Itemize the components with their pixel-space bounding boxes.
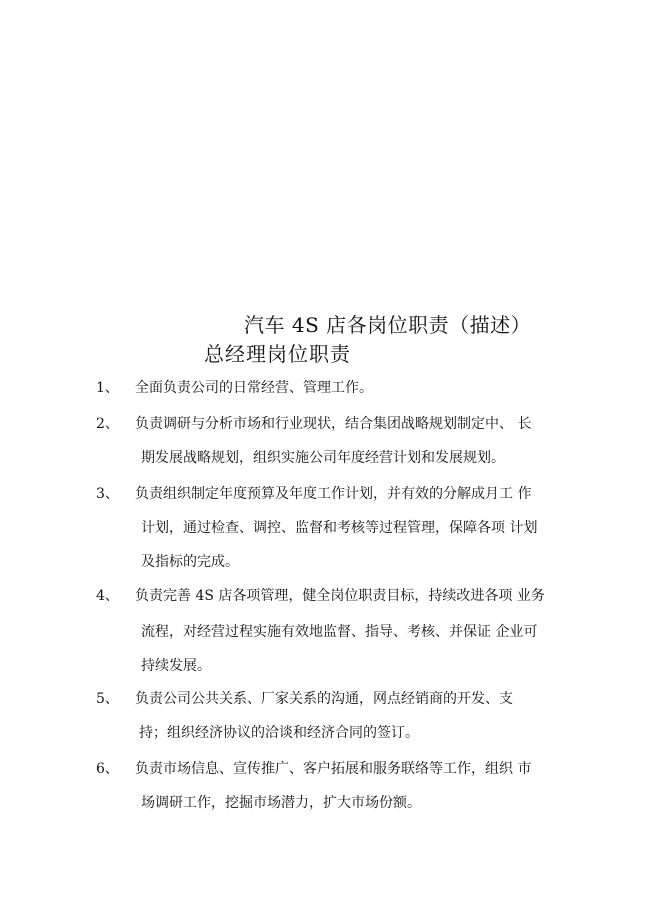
item-text-line: 负责组织制定年度预算及年度工作计划，并有效的分解成月工 作 xyxy=(135,486,532,502)
item-text-line: 负责调研与分析市场和行业现状，结合集团战略规划制定中、 长 xyxy=(135,416,532,432)
item-text-line: 持续发展。 xyxy=(141,658,211,674)
item-text-line: 负责市场信息、宣传推广、客户拓展和服务联络等工作，组织 市 xyxy=(135,761,532,777)
item-text-line: 期发展战略规划，组织实施公司年度经营计划和发展规划。 xyxy=(141,450,505,466)
item-number: 3、 xyxy=(96,486,119,502)
item-number: 1、 xyxy=(96,380,119,396)
item-number: 5、 xyxy=(96,691,119,707)
item-text-line: 及指标的完成。 xyxy=(141,554,239,570)
item-text-line: 计划，通过检查、调控、监督和考核等过程管理，保障各项 计划 xyxy=(141,520,538,536)
item-number: 2、 xyxy=(96,416,119,432)
item-text-line: 持；组织经济协议的洽谈和经济合同的签订。 xyxy=(139,725,419,741)
item-number: 4、 xyxy=(96,588,119,604)
item-text-line: 流程，对经营过程实施有效地监督、指导、考核、并保证 企业可 xyxy=(141,624,538,640)
item-text-line: 全面负责公司的日常经营、管理工作。 xyxy=(135,380,373,396)
item-text-line: 场调研工作，挖掘市场潜力，扩大市场份额。 xyxy=(141,795,421,811)
item-number: 6、 xyxy=(96,761,119,777)
document-title: 汽车 4S 店各岗位职责（描述） xyxy=(244,313,532,337)
section-title: 总经理岗位职责 xyxy=(204,342,351,366)
item-text-line: 负责公司公共关系、厂家关系的沟通，网点经销商的开发、支 xyxy=(135,691,513,707)
item-text-line: 负责完善 4S 店各项管理，健全岗位职责目标，持续改进各项 业务 xyxy=(135,588,545,604)
